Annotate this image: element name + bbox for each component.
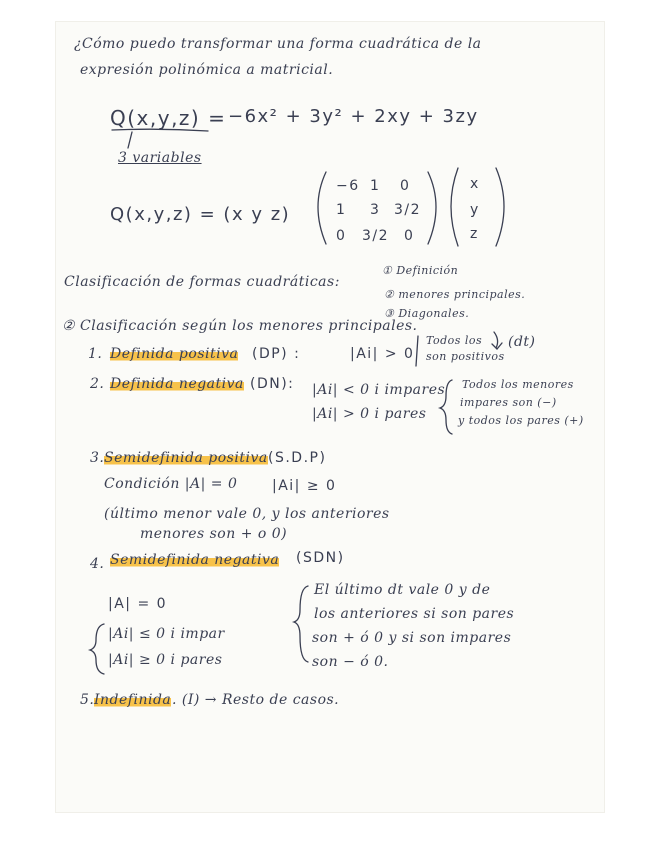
- item-1-note-1: Todos los: [426, 334, 483, 347]
- variables-pointer: [128, 132, 132, 148]
- question-line-2: expresión polinómica a matricial.: [80, 62, 334, 78]
- matrix-cell-r3c3: 0: [404, 228, 415, 244]
- item-4-condition-1: |Ai| ≤ 0 i impar: [108, 626, 225, 642]
- item-2-abbr: (DN):: [250, 376, 295, 392]
- item-4-note-1: El último dt vale 0 y de: [314, 582, 491, 598]
- variables-note: 3 variables: [118, 150, 202, 166]
- item-2-note-1: Todos los menores: [462, 378, 574, 391]
- matrix-left-paren: [318, 172, 326, 244]
- section-2-title: ② Clasificación según los menores principales.: [62, 318, 418, 334]
- item-3-number: 3.: [90, 450, 105, 466]
- matrix-cell-r1c3: 0: [400, 178, 411, 194]
- item-5-number: 5.: [80, 692, 95, 708]
- question-line-1: ¿Cómo puedo transformar una forma cuadrática de la: [74, 36, 482, 52]
- matrix-cell-r3c1: 0: [336, 228, 347, 244]
- item-2-number: 2.: [90, 376, 105, 392]
- item-5-rest: . (I) → Resto de casos.: [172, 692, 340, 708]
- item-5-label: Indefinida: [94, 692, 172, 708]
- item-3-label: Semidefinida positiva: [104, 450, 268, 466]
- method-definition: ① Definición: [382, 264, 459, 277]
- item-3-note-1: (último menor vale 0, y los anteriores: [104, 506, 390, 522]
- matrix-cell-r1c1: −6: [336, 178, 360, 194]
- item-3-condition: |Ai| ≥ 0: [272, 478, 337, 494]
- vector-left-paren: [451, 168, 458, 246]
- item-4-note-2: los anteriores si son pares: [314, 606, 515, 622]
- method-diagonals: ③ Diagonales.: [384, 307, 470, 320]
- method-principal-minors: ② menores principales.: [384, 288, 526, 301]
- matrix-cell-r2c1: 1: [336, 202, 347, 218]
- quadratic-form-rhs: −6x² + 3y² + 2xy + 3zy: [228, 106, 479, 127]
- matrix-cell-r2c3: 3/2: [394, 202, 422, 218]
- item-1-bracket: [416, 336, 418, 366]
- matrix-form-lhs: Q(x,y,z) = (x y z): [110, 204, 291, 225]
- item-1-number: 1.: [88, 346, 103, 362]
- item-1-abbr: (DP) :: [252, 346, 301, 362]
- item-4-note-4: son − ó 0.: [312, 654, 389, 670]
- quadratic-form-lhs: Q(x,y,z) =: [110, 106, 227, 130]
- matrix-cell-r2c2: 3: [370, 202, 381, 218]
- item-4-label: Semidefinida negativa: [110, 552, 280, 568]
- item-3-abbr: (S.D.P): [268, 450, 327, 466]
- item-3-condition-label: Condición |A| = 0: [104, 476, 238, 492]
- item-1-arrow: [492, 332, 502, 349]
- item-1-label: Definida positiva: [110, 346, 239, 362]
- vector-x: x: [470, 176, 480, 192]
- item-4-abbr: (SDN): [296, 550, 345, 566]
- item-2-label: Definida negativa: [110, 376, 244, 392]
- q-underline: [112, 129, 208, 131]
- matrix-right-paren: [428, 172, 436, 244]
- item-2-condition-1: |Ai| < 0 i impares: [312, 382, 446, 398]
- item-4-left-brace: [90, 624, 104, 674]
- item-1-condition: |Ai| > 0: [350, 346, 415, 362]
- item-1-note-2: son positivos: [426, 350, 505, 363]
- item-4-right-brace: [294, 586, 308, 662]
- matrix-cell-r1c2: 1: [370, 178, 381, 194]
- item-2-condition-2: |Ai| > 0 i pares: [312, 406, 427, 422]
- classification-title: Clasificación de formas cuadráticas:: [64, 274, 340, 290]
- vector-z: z: [470, 226, 479, 242]
- item-2-brace: [440, 380, 452, 434]
- item-4-note-3: son + ó 0 y si son impares: [312, 630, 512, 646]
- item-2-note-2: impares son (−): [460, 396, 557, 409]
- item-2-note-3: y todos los pares (+): [458, 414, 584, 427]
- vector-right-paren: [496, 168, 504, 246]
- item-4-condition-0: |A| = 0: [108, 596, 168, 612]
- item-4-number: 4.: [90, 556, 105, 572]
- matrix-cell-r3c2: 3/2: [362, 228, 390, 244]
- item-4-condition-2: |Ai| ≥ 0 i pares: [108, 652, 223, 668]
- item-3-note-2: menores son + o 0): [140, 526, 288, 542]
- vector-y: y: [470, 202, 480, 218]
- item-1-note-extra: (dt): [508, 334, 536, 350]
